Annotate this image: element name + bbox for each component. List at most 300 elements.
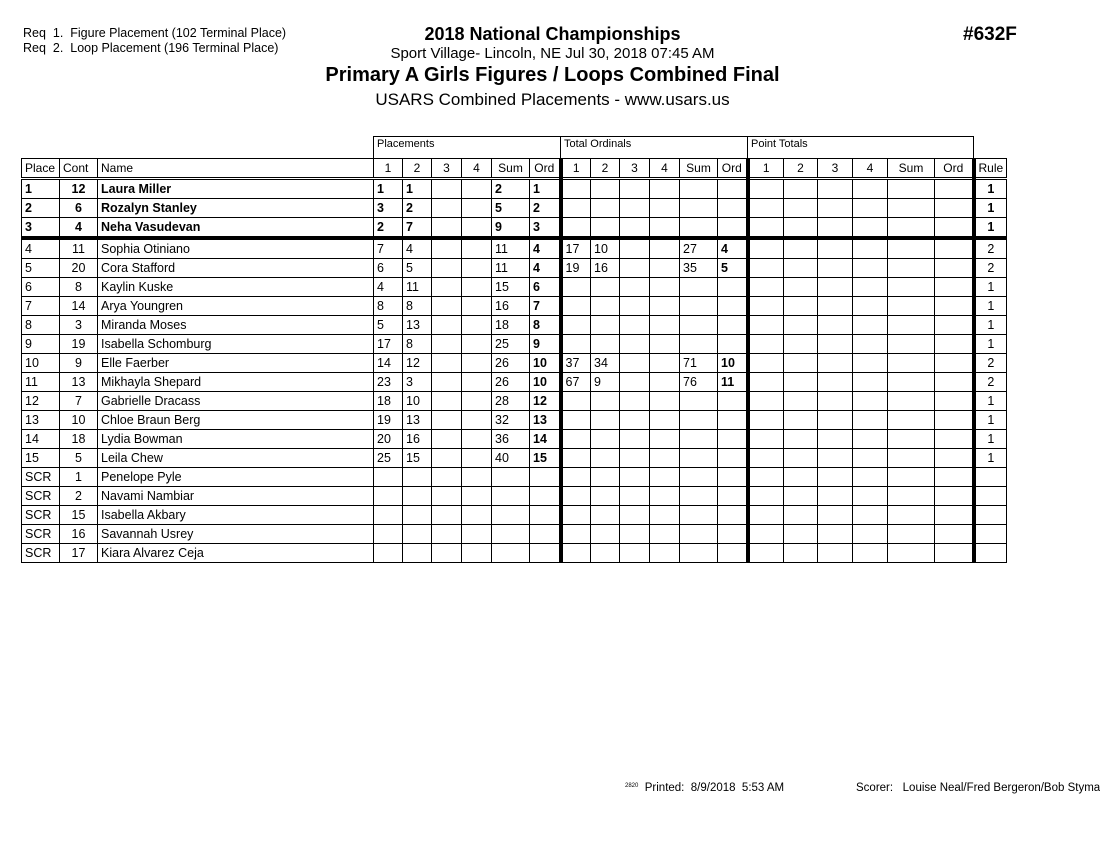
cell-psum: 32: [492, 411, 530, 430]
cell-o1: [561, 411, 591, 430]
cell-o1: [561, 525, 591, 544]
cell-rule: 1: [974, 411, 1007, 430]
cell-t2: [784, 238, 818, 259]
cell-oord: [718, 411, 748, 430]
cell-psum: 11: [492, 238, 530, 259]
cell-rule: [974, 525, 1007, 544]
cell-pord: 9: [530, 335, 561, 354]
cell-tsum: [888, 297, 935, 316]
cell-o3: [620, 468, 650, 487]
cell-pord: [530, 506, 561, 525]
cell-o1: 37: [561, 354, 591, 373]
cell-name: Isabella Akbary: [98, 506, 374, 525]
cell-osum: [680, 449, 718, 468]
column-header: Sum: [492, 159, 530, 179]
cell-p4: [462, 449, 492, 468]
cell-p1: [374, 506, 403, 525]
cell-psum: 2: [492, 179, 530, 199]
cell-tord: [935, 411, 974, 430]
column-header: Place: [22, 159, 60, 179]
cell-t4: [853, 354, 888, 373]
column-header: 4: [650, 159, 680, 179]
cell-pord: 13: [530, 411, 561, 430]
cell-p2: [403, 544, 432, 563]
column-header: 1: [374, 159, 403, 179]
cell-t4: [853, 392, 888, 411]
cell-tsum: [888, 335, 935, 354]
cell-o1: 17: [561, 238, 591, 259]
cell-cont: 9: [60, 354, 98, 373]
cell-o3: [620, 506, 650, 525]
cell-t2: [784, 199, 818, 218]
cell-o1: [561, 335, 591, 354]
cell-cont: 15: [60, 506, 98, 525]
cell-p4: [462, 335, 492, 354]
cell-o2: [591, 297, 620, 316]
cell-osum: [680, 487, 718, 506]
cell-t2: [784, 354, 818, 373]
cell-o3: [620, 259, 650, 278]
cell-t2: [784, 506, 818, 525]
cell-p1: 25: [374, 449, 403, 468]
cell-place: 2: [22, 199, 60, 218]
event-number: #632F: [963, 24, 1017, 45]
cell-p2: 13: [403, 411, 432, 430]
cell-t3: [818, 218, 853, 239]
cell-o1: [561, 199, 591, 218]
cell-place: 7: [22, 297, 60, 316]
cell-pord: 8: [530, 316, 561, 335]
cell-t2: [784, 278, 818, 297]
cell-o1: [561, 392, 591, 411]
cell-psum: 25: [492, 335, 530, 354]
cell-p4: [462, 373, 492, 392]
cell-p1: [374, 525, 403, 544]
cell-oord: [718, 297, 748, 316]
cell-tsum: [888, 449, 935, 468]
cell-t2: [784, 487, 818, 506]
cell-t1: [748, 199, 784, 218]
cell-t4: [853, 297, 888, 316]
cell-o4: [650, 468, 680, 487]
table-row: [22, 449, 1007, 468]
cell-p2: 8: [403, 335, 432, 354]
cell-p2: 16: [403, 430, 432, 449]
cell-t3: [818, 278, 853, 297]
cell-p2: 12: [403, 354, 432, 373]
cell-p2: 7: [403, 218, 432, 239]
cell-rule: [974, 544, 1007, 563]
cell-cont: 17: [60, 544, 98, 563]
cell-t2: [784, 335, 818, 354]
cell-cont: 7: [60, 392, 98, 411]
cell-p2: 5: [403, 259, 432, 278]
cell-psum: [492, 487, 530, 506]
cell-t1: [748, 430, 784, 449]
cell-o2: [591, 199, 620, 218]
cell-osum: [680, 297, 718, 316]
cell-o1: [561, 179, 591, 199]
cell-t3: [818, 238, 853, 259]
cell-o3: [620, 430, 650, 449]
table-row: [22, 392, 1007, 411]
cell-t2: [784, 179, 818, 199]
cell-place: 10: [22, 354, 60, 373]
cell-pord: [530, 487, 561, 506]
cell-o4: [650, 238, 680, 259]
column-header: Ord: [718, 159, 748, 179]
cell-tsum: [888, 179, 935, 199]
cell-t3: [818, 544, 853, 563]
cell-place: 9: [22, 335, 60, 354]
cell-place: 4: [22, 238, 60, 259]
cell-o3: [620, 316, 650, 335]
cell-place: 6: [22, 278, 60, 297]
cell-o1: [561, 544, 591, 563]
cell-place: 8: [22, 316, 60, 335]
cell-p4: [462, 218, 492, 239]
cell-o4: [650, 297, 680, 316]
cell-p3: [432, 199, 462, 218]
cell-t4: [853, 544, 888, 563]
cell-p3: [432, 525, 462, 544]
cell-oord: [718, 278, 748, 297]
cell-p3: [432, 430, 462, 449]
cell-t1: [748, 411, 784, 430]
cell-o2: 16: [591, 259, 620, 278]
cell-psum: 26: [492, 354, 530, 373]
cell-name: Mikhayla Shepard: [98, 373, 374, 392]
cell-name: Rozalyn Stanley: [98, 199, 374, 218]
cell-p1: 5: [374, 316, 403, 335]
cell-o2: [591, 430, 620, 449]
cell-pord: 7: [530, 297, 561, 316]
cell-t3: [818, 199, 853, 218]
cell-oord: [718, 468, 748, 487]
cell-t4: [853, 238, 888, 259]
cell-t2: [784, 468, 818, 487]
cell-pord: 4: [530, 259, 561, 278]
column-header: 2: [403, 159, 432, 179]
cell-osum: [680, 544, 718, 563]
cell-p2: [403, 525, 432, 544]
cell-psum: [492, 468, 530, 487]
cell-t3: [818, 411, 853, 430]
cell-p1: 4: [374, 278, 403, 297]
cell-p4: [462, 544, 492, 563]
cell-name: Sophia Otiniano: [98, 238, 374, 259]
cell-o3: [620, 487, 650, 506]
cell-tord: [935, 544, 974, 563]
column-header: 4: [462, 159, 492, 179]
cell-tsum: [888, 316, 935, 335]
printed-stamp: [625, 782, 784, 794]
cell-psum: [492, 525, 530, 544]
cell-osum: 71: [680, 354, 718, 373]
cell-t3: [818, 392, 853, 411]
column-header: Ord: [935, 159, 974, 179]
cell-t3: [818, 354, 853, 373]
cell-rule: 1: [974, 278, 1007, 297]
cell-o3: [620, 449, 650, 468]
cell-osum: [680, 506, 718, 525]
table-row: [22, 238, 1007, 259]
cell-p3: [432, 411, 462, 430]
cell-rule: [974, 468, 1007, 487]
cell-t4: [853, 259, 888, 278]
cell-name: Lydia Bowman: [98, 430, 374, 449]
cell-name: Kaylin Kuske: [98, 278, 374, 297]
cell-tord: [935, 278, 974, 297]
cell-t2: [784, 259, 818, 278]
cell-name: Neha Vasudevan: [98, 218, 374, 239]
cell-o4: [650, 354, 680, 373]
cell-tsum: [888, 487, 935, 506]
cell-o2: [591, 525, 620, 544]
cell-o1: [561, 218, 591, 239]
cell-o2: [591, 179, 620, 199]
cell-cont: 14: [60, 297, 98, 316]
cell-o4: [650, 487, 680, 506]
cell-oord: 10: [718, 354, 748, 373]
cell-t4: [853, 335, 888, 354]
table-row: [22, 354, 1007, 373]
cell-t3: [818, 506, 853, 525]
scorer-names: Scorer: Louise Neal/Fred Bergeron/Bob Styma: [856, 782, 1100, 794]
cell-o4: [650, 411, 680, 430]
cell-o1: [561, 297, 591, 316]
cell-rule: 1: [974, 218, 1007, 239]
cell-t1: [748, 392, 784, 411]
cell-p2: 8: [403, 297, 432, 316]
table-row: [22, 278, 1007, 297]
cell-o1: 67: [561, 373, 591, 392]
cell-p4: [462, 506, 492, 525]
column-header: 3: [620, 159, 650, 179]
cell-p1: [374, 544, 403, 563]
cell-t3: [818, 468, 853, 487]
cell-psum: 28: [492, 392, 530, 411]
cell-o3: [620, 525, 650, 544]
cell-oord: [718, 392, 748, 411]
cell-cont: 4: [60, 218, 98, 239]
cell-t2: [784, 430, 818, 449]
column-header: Sum: [888, 159, 935, 179]
cell-psum: 26: [492, 373, 530, 392]
cell-cont: 2: [60, 487, 98, 506]
column-header-row: [22, 159, 1007, 179]
cell-rule: 2: [974, 373, 1007, 392]
cell-tord: [935, 259, 974, 278]
cell-rule: [974, 487, 1007, 506]
cell-o1: [561, 506, 591, 525]
cell-pord: [530, 468, 561, 487]
cell-oord: [718, 430, 748, 449]
cell-osum: 35: [680, 259, 718, 278]
cell-psum: 18: [492, 316, 530, 335]
cell-p3: [432, 335, 462, 354]
cell-t4: [853, 506, 888, 525]
cell-rule: 1: [974, 449, 1007, 468]
cell-osum: [680, 430, 718, 449]
cell-psum: 36: [492, 430, 530, 449]
cell-o4: [650, 544, 680, 563]
cell-t3: [818, 297, 853, 316]
cell-tsum: [888, 218, 935, 239]
cell-tord: [935, 238, 974, 259]
cell-p2: 4: [403, 238, 432, 259]
cell-p1: 20: [374, 430, 403, 449]
cell-t3: [818, 430, 853, 449]
cell-p2: 1: [403, 179, 432, 199]
column-header: Cont: [60, 159, 98, 179]
cell-p2: [403, 506, 432, 525]
cell-t3: [818, 335, 853, 354]
cell-t4: [853, 316, 888, 335]
cell-cont: 6: [60, 199, 98, 218]
cell-pord: 2: [530, 199, 561, 218]
cell-tsum: [888, 278, 935, 297]
cell-oord: [718, 316, 748, 335]
cell-p3: [432, 373, 462, 392]
cell-place: 13: [22, 411, 60, 430]
cell-osum: [680, 468, 718, 487]
table-row: [22, 373, 1007, 392]
cell-place: 15: [22, 449, 60, 468]
cell-o3: [620, 544, 650, 563]
cell-p1: 7: [374, 238, 403, 259]
cell-t3: [818, 316, 853, 335]
cell-t4: [853, 430, 888, 449]
cell-o1: [561, 278, 591, 297]
column-header: Name: [98, 159, 374, 179]
column-header: 2: [784, 159, 818, 179]
cell-o3: [620, 278, 650, 297]
cell-o1: [561, 449, 591, 468]
cell-cont: 20: [60, 259, 98, 278]
cell-o2: [591, 487, 620, 506]
cell-tord: [935, 373, 974, 392]
group-header-point-totals: Point Totals: [747, 136, 974, 158]
column-header: 3: [818, 159, 853, 179]
cell-pord: 14: [530, 430, 561, 449]
cell-o4: [650, 199, 680, 218]
cell-t4: [853, 278, 888, 297]
cell-p2: 2: [403, 199, 432, 218]
cell-t3: [818, 525, 853, 544]
table-row: [22, 430, 1007, 449]
cell-o2: [591, 544, 620, 563]
cell-t1: [748, 449, 784, 468]
cell-pord: 10: [530, 373, 561, 392]
cell-pord: [530, 544, 561, 563]
cell-t3: [818, 179, 853, 199]
requirement-1: Req 1. Figure Placement (102 Terminal Place): [23, 26, 287, 40]
cell-p3: [432, 392, 462, 411]
cell-o3: [620, 199, 650, 218]
cell-p1: 3: [374, 199, 403, 218]
cell-tsum: [888, 525, 935, 544]
cell-t1: [748, 487, 784, 506]
table-row: [22, 506, 1007, 525]
event-title: Primary A Girls Figures / Loops Combined Final: [325, 64, 780, 86]
cell-p1: 23: [374, 373, 403, 392]
cell-p4: [462, 238, 492, 259]
cell-o2: [591, 411, 620, 430]
version-mark: 2820: [625, 783, 639, 789]
cell-t2: [784, 316, 818, 335]
cell-o3: [620, 179, 650, 199]
cell-t4: [853, 449, 888, 468]
cell-name: Kiara Alvarez Ceja: [98, 544, 374, 563]
cell-o2: [591, 468, 620, 487]
cell-pord: 1: [530, 179, 561, 199]
cell-t2: [784, 373, 818, 392]
cell-o2: [591, 218, 620, 239]
cell-p3: [432, 506, 462, 525]
cell-p1: 19: [374, 411, 403, 430]
cell-oord: [718, 525, 748, 544]
cell-o4: [650, 392, 680, 411]
cell-tord: [935, 506, 974, 525]
cell-o4: [650, 430, 680, 449]
cell-tord: [935, 179, 974, 199]
cell-o3: [620, 373, 650, 392]
cell-t1: [748, 525, 784, 544]
cell-o2: [591, 449, 620, 468]
cell-tsum: [888, 506, 935, 525]
cell-rule: 1: [974, 316, 1007, 335]
cell-name: Cora Stafford: [98, 259, 374, 278]
cell-name: Leila Chew: [98, 449, 374, 468]
cell-t3: [818, 373, 853, 392]
cell-rule: 1: [974, 430, 1007, 449]
column-header: 1: [748, 159, 784, 179]
cell-rule: 1: [974, 335, 1007, 354]
cell-o2: 9: [591, 373, 620, 392]
table-row: [22, 468, 1007, 487]
cell-name: Isabella Schomburg: [98, 335, 374, 354]
cell-t3: [818, 449, 853, 468]
cell-o4: [650, 278, 680, 297]
cell-t2: [784, 449, 818, 468]
cell-oord: [718, 544, 748, 563]
cell-p2: 11: [403, 278, 432, 297]
cell-o4: [650, 373, 680, 392]
cell-name: Chloe Braun Berg: [98, 411, 374, 430]
cell-p1: 18: [374, 392, 403, 411]
cell-cont: 12: [60, 179, 98, 199]
cell-t3: [818, 259, 853, 278]
cell-p3: [432, 238, 462, 259]
cell-name: Navami Nambiar: [98, 487, 374, 506]
cell-name: Penelope Pyle: [98, 468, 374, 487]
cell-osum: 27: [680, 238, 718, 259]
group-header-placements: Placements: [373, 136, 561, 158]
cell-pord: 12: [530, 392, 561, 411]
cell-o3: [620, 392, 650, 411]
cell-tord: [935, 392, 974, 411]
cell-o4: [650, 335, 680, 354]
cell-osum: [680, 179, 718, 199]
cell-name: Arya Youngren: [98, 297, 374, 316]
cell-p4: [462, 392, 492, 411]
cell-osum: [680, 392, 718, 411]
cell-o1: 19: [561, 259, 591, 278]
cell-cont: 8: [60, 278, 98, 297]
cell-t4: [853, 179, 888, 199]
cell-psum: 11: [492, 259, 530, 278]
